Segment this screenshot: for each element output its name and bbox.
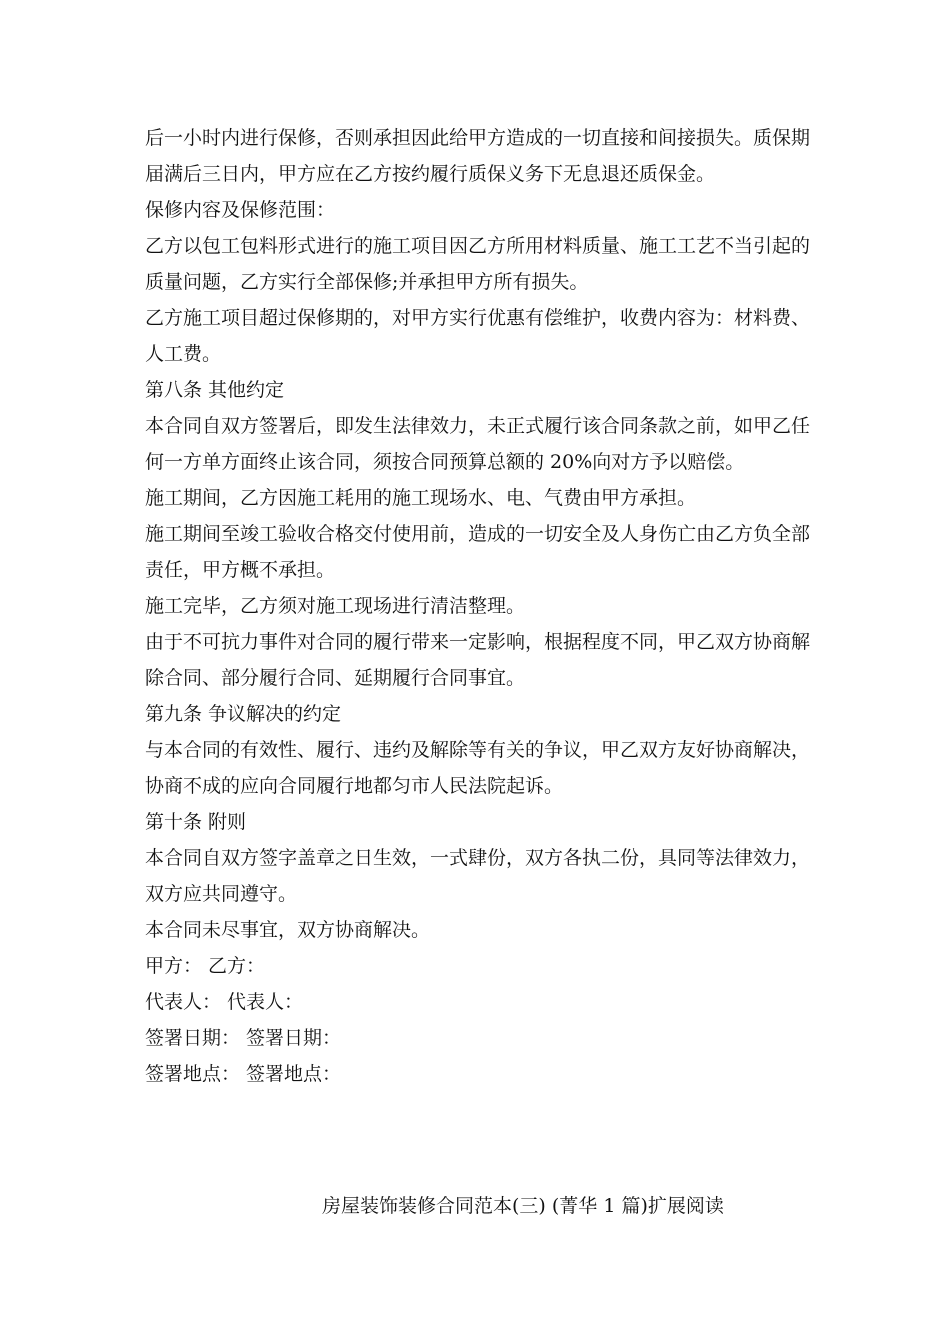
heading-warranty-scope: 保修内容及保修范围： xyxy=(145,199,336,221)
document-body xyxy=(145,120,810,1092)
paragraph-warranty-repair: 后一小时内进行保修，否则承担因此给甲方造成的一切直接和间接损失。质保期届满后三日内，甲方应在乙方按约履行质保义务下无息退还质保金。 xyxy=(145,127,811,185)
signature-dates: 签署日期： 签署日期： xyxy=(145,1027,342,1049)
signature-places: 签署地点： 签署地点： xyxy=(145,1063,342,1085)
paragraph-effectiveness: 本合同自双方签署后，即发生法律效力，未正式履行该合同条款之前，如甲乙任何一方单方面终止该合同，须按合同预算总额的 20%向对方予以赔偿。 xyxy=(145,415,811,473)
paragraph-cleanup: 施工完毕，乙方须对施工现场进行清洁整理。 xyxy=(145,595,526,617)
paragraph-warranty-full: 乙方以包工包料形式进行的施工项目因乙方所用材料质量、施工工艺不当引起的质量问题，乙方实行全部保修;并承担甲方所有损失。 xyxy=(145,235,811,293)
signature-representatives: 代表人： 代表人： xyxy=(145,991,304,1013)
paragraph-unresolved: 本合同未尽事宜，双方协商解决。 xyxy=(145,919,431,941)
paragraph-force-majeure: 由于不可抗力事件对合同的履行带来一定影响，根据程度不同，甲乙双方协商解除合同、部分履行合同、延期履行合同事宜。 xyxy=(145,631,811,689)
paragraph-dispute: 与本合同的有效性、履行、违约及解除等有关的争议，甲乙双方友好协商解决，协商不成的应向合同履行地都匀市人民法院起诉。 xyxy=(145,739,811,797)
heading-article-8: 第八条 其他约定 xyxy=(145,379,285,401)
paragraph-utilities: 施工期间，乙方因施工耗用的施工现场水、电、气费由甲方承担。 xyxy=(145,487,697,509)
paragraph-safety: 施工期间至竣工验收合格交付使用前，造成的一切安全及人身伤亡由乙方负全部责任，甲方概不承担。 xyxy=(145,523,811,581)
signature-parties: 甲方： 乙方： xyxy=(145,955,266,977)
heading-article-9: 第九条 争议解决的约定 xyxy=(145,703,342,725)
paragraph-paid-maintenance: 乙方施工项目超过保修期的，对甲方实行优惠有偿维护，收费内容为：材料费、人工费。 xyxy=(145,307,811,365)
paragraph-copies: 本合同自双方签字盖章之日生效，一式肆份，双方各执二份，具同等法律效力，双方应共同遵守。 xyxy=(145,847,811,905)
heading-article-10: 第十条 附则 xyxy=(145,811,247,833)
extended-reading-title: 房屋装饰装修合同范本(三) (菁华 1 篇)扩展阅读 xyxy=(322,1195,724,1217)
